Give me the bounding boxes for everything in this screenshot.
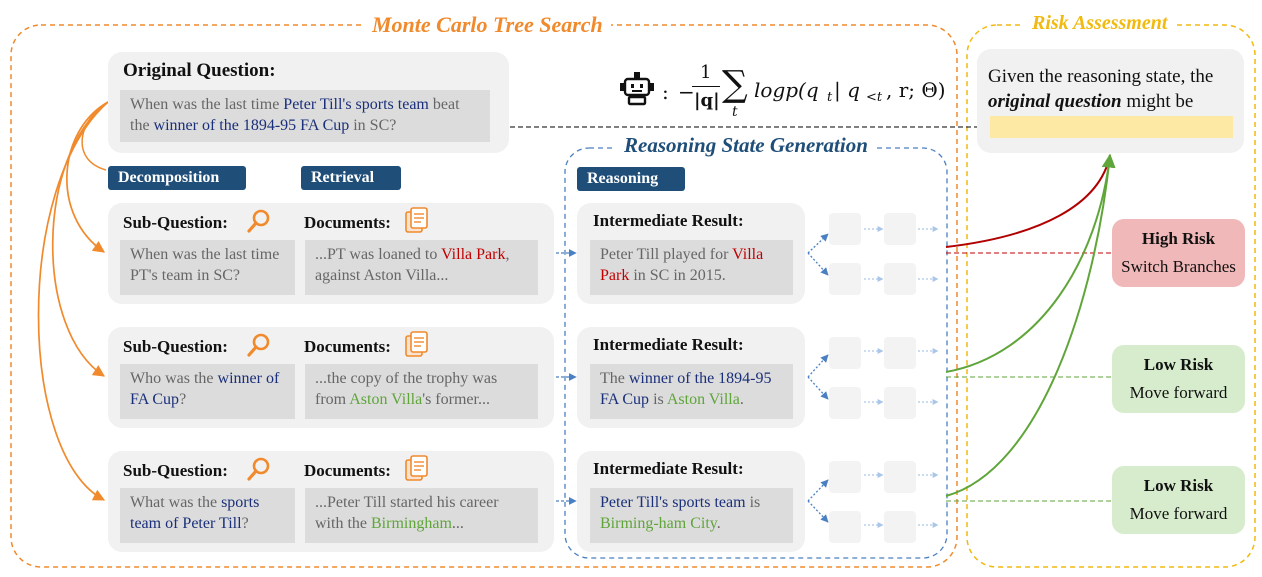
- text-segment: Villa Park: [600, 246, 764, 284]
- child-state-node: [829, 461, 861, 493]
- risk-curve-3: [946, 155, 1110, 496]
- intermediate-result-label: Intermediate Result:: [593, 211, 744, 230]
- risk-action: Move forward: [1129, 383, 1228, 402]
- intermediate-result-text: [590, 240, 793, 295]
- text-segment: Aston Villa: [349, 391, 423, 408]
- text-segment: Aston Villa: [666, 391, 740, 408]
- documents-icon: [404, 330, 430, 358]
- original-question-text: [120, 90, 490, 142]
- subquestion-label: Sub-Question:: [123, 213, 228, 232]
- retrieval-tag: Retrieval: [301, 166, 401, 190]
- child-state-node: [884, 337, 916, 369]
- subquestion-text: [120, 364, 295, 419]
- risk-box: [1112, 345, 1245, 413]
- text-segment: is: [649, 391, 667, 408]
- text-segment: winner of the 1894-95 FA Cup: [600, 370, 772, 408]
- child-state-node: [829, 213, 861, 245]
- text-segment: When was the last time PT's team in SC?: [130, 246, 280, 284]
- decomp-arrow-4: [82, 102, 108, 170]
- documents-label: Documents:: [304, 213, 391, 232]
- branch-down-3: [808, 501, 828, 522]
- text-segment: .: [716, 515, 721, 532]
- intermediate-result-text: [590, 364, 793, 419]
- text-segment: .: [739, 391, 744, 408]
- text-segment: , against Aston Villa...: [315, 246, 510, 284]
- subquestion-label: Sub-Question:: [123, 337, 228, 356]
- text-segment: is: [745, 494, 761, 511]
- branch-down-1: [808, 253, 828, 275]
- text-segment: ...Peter Till started his career with the: [315, 494, 499, 532]
- text-segment: in SC in 2015.: [629, 267, 726, 284]
- reasoning-tag: Reasoning: [577, 167, 685, 191]
- decomposition-tag: Decomposition: [108, 166, 246, 190]
- original-question-label: Original Question:: [123, 60, 276, 81]
- documents-icon: [404, 454, 430, 482]
- child-state-node: [884, 213, 916, 245]
- risk-level: High Risk: [1141, 229, 1216, 248]
- intermediate-result-label: Intermediate Result:: [593, 459, 744, 478]
- robot-icon: [617, 69, 657, 109]
- child-state-node: [884, 461, 916, 493]
- risk-action: Move forward: [1129, 504, 1228, 523]
- text-segment: in SC?: [349, 117, 397, 134]
- decomp-arrow-3: [39, 102, 109, 500]
- text-segment: What was the: [130, 494, 222, 511]
- text-segment: Birmingham: [371, 515, 452, 532]
- rsg-title: Reasoning State Generation: [616, 135, 876, 156]
- text-segment: Birming-ham City: [600, 515, 717, 532]
- child-state-node: [829, 263, 861, 295]
- magnifier-icon: [246, 332, 272, 358]
- documents-label: Documents:: [304, 337, 391, 356]
- documents-label: Documents:: [304, 461, 391, 480]
- documents-text: [305, 364, 538, 419]
- text-segment: ?: [241, 515, 249, 532]
- child-state-node: [829, 387, 861, 419]
- text-segment: When was the last time: [130, 96, 284, 113]
- text-segment: ?: [179, 391, 187, 408]
- documents-text: [305, 240, 538, 295]
- risk-curve-2: [946, 155, 1110, 372]
- intermediate-result-label: Intermediate Result:: [593, 335, 744, 354]
- risk-prompt-text: Given the reasoning state, the original question might be: [988, 66, 1214, 112]
- documents-icon: [404, 206, 430, 234]
- text-segment: beat the: [130, 96, 460, 134]
- decomp-arrow-2: [53, 102, 108, 376]
- documents-text: [305, 488, 538, 543]
- text-segment: sports team of Peter Till: [130, 494, 260, 532]
- risk-title: Risk Assessment: [1024, 13, 1175, 33]
- risk-action: Switch Branches: [1121, 257, 1236, 276]
- text-segment: ...: [451, 515, 464, 532]
- risk-box: [1112, 466, 1245, 534]
- mcts-title: Monte Carlo Tree Search: [364, 14, 611, 36]
- child-state-node: [884, 263, 916, 295]
- branch-up-3: [808, 480, 828, 501]
- risk-curve-1: [946, 155, 1110, 247]
- text-segment: Villa Park: [441, 246, 506, 263]
- risk-level: Low Risk: [1143, 476, 1214, 495]
- magnifier-icon: [246, 208, 272, 234]
- text-segment: Peter Till played for: [600, 246, 733, 263]
- text-segment: ...the copy of the trophy was from: [315, 370, 498, 408]
- risk-answer-slot: [990, 116, 1233, 138]
- child-state-node: [884, 387, 916, 419]
- magnifier-icon: [246, 456, 272, 482]
- branch-up-2: [808, 355, 828, 377]
- child-state-node: [884, 511, 916, 543]
- text-segment: ...PT was loaned to: [315, 246, 442, 263]
- text-segment: winner of FA Cup: [130, 370, 280, 408]
- text-segment: 's former...: [422, 391, 490, 408]
- child-state-node: [829, 337, 861, 369]
- subquestion-text: [120, 240, 295, 295]
- text-segment: Peter Till's sports team: [283, 96, 429, 113]
- branch-down-2: [808, 377, 828, 399]
- subquestion-text: [120, 488, 295, 543]
- text-segment: The: [600, 370, 629, 387]
- risk-box: [1112, 219, 1245, 287]
- branch-up-1: [808, 234, 828, 253]
- child-state-node: [829, 511, 861, 543]
- intermediate-result-text: [590, 488, 793, 543]
- text-segment: Peter Till's sports team: [600, 494, 746, 511]
- text-segment: winner of the 1894-95 FA Cup: [153, 117, 350, 134]
- subquestion-label: Sub-Question:: [123, 461, 228, 480]
- risk-level: Low Risk: [1143, 355, 1214, 374]
- text-segment: Who was the: [130, 370, 218, 387]
